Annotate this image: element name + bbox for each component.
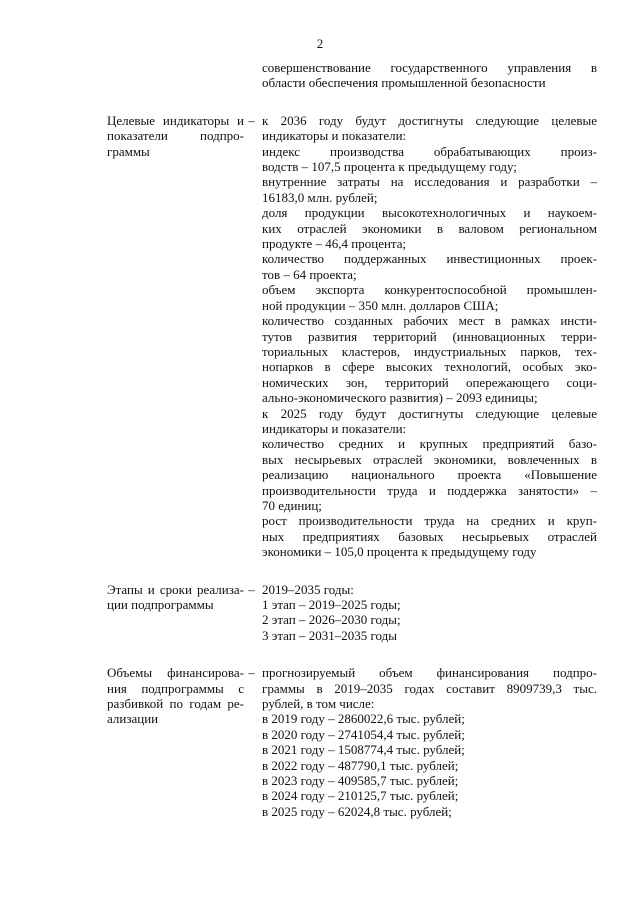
text-line: количество созданных рабочих мест в рамках инсти- — [262, 313, 597, 329]
text-line: водств – 107,5 процента к предыдущему году; — [262, 159, 517, 175]
text-line: в 2022 году – 487790,1 тыс. рублей; — [262, 757, 459, 773]
text-line: 16183,0 млн. рублей; — [262, 189, 378, 205]
row-target-indicators — [107, 113, 597, 560]
text-line: индекс производства обрабатывающих произ- — [262, 143, 597, 159]
text-line: совершенствование государственного управления в — [262, 60, 597, 75]
text-line: рост производительности труда на средних и круп- — [262, 513, 597, 529]
text-line: в 2019 году – 2860022,6 тыс. рублей; — [262, 711, 465, 727]
text-line: к 2025 году будут достигнуты следующие целевые — [262, 405, 597, 421]
text-line: доля продукции высокотехнологичных и наукоем- — [262, 205, 597, 221]
passport-table — [107, 60, 597, 819]
text-line: продукте – 46,4 процента; — [262, 236, 407, 252]
text-line: количество поддержанных инвестиционных проек- — [262, 251, 597, 267]
text-line: области обеспечения промышленной безопасности — [262, 75, 546, 91]
text-line: прогнозируемый объем финансирования подпро- — [262, 665, 597, 681]
row-label: Целевые индикаторы и показатели подпро-граммы — [107, 112, 244, 159]
row-value — [259, 60, 597, 91]
row-dash: – — [248, 665, 255, 681]
text-line: 1 этап – 2019–2025 годы; — [262, 597, 401, 612]
row-stages-and-terms — [107, 582, 597, 644]
row-value — [259, 665, 597, 819]
text-line: тов – 64 проекта; — [262, 266, 357, 282]
row-label: Объемы финансирова-ния подпрограммы с разбивкой по годам ре-ализации — [107, 665, 244, 727]
text-line: объем экспорта конкурентоспособной промышлен- — [262, 282, 597, 298]
text-line: вых несырьевых отраслей экономики, вовлеченных в — [262, 451, 597, 467]
text-line: 2019–2035 годы: — [262, 581, 354, 597]
row-dash: – — [248, 112, 255, 128]
text-line: ально-экономического развития) – 2093 единицы; — [262, 390, 538, 406]
text-line: тутов развития территорий (инновационных терри- — [262, 328, 597, 344]
text-line: ких отраслей экономики в валовом региональном — [262, 220, 597, 236]
text-line: в 2025 году – 62024,8 тыс. рублей; — [262, 803, 452, 819]
text-line: к 2036 году будут достигнуты следующие целевые — [262, 112, 597, 128]
row-label: Этапы и сроки реализа-ции подпрограммы — [107, 581, 244, 612]
text-line: в 2020 году – 2741054,4 тыс. рублей; — [262, 726, 465, 742]
text-line: номических зон, территорий опережающего соци- — [262, 374, 597, 390]
row-continuation — [107, 60, 597, 91]
text-line: 70 единиц; — [262, 497, 322, 513]
row-dash: – — [248, 581, 255, 597]
text-line: нопарков в сфере высоких технологий, особых эко- — [262, 359, 597, 375]
text-line: граммы в 2019–2035 годах составит 8909739,3 тыс. — [262, 680, 597, 696]
text-line: 3 этап – 2031–2035 годы — [262, 627, 397, 643]
text-line: производительности труда и поддержка занятости» – — [262, 482, 597, 498]
text-line: реализацию национального проекта «Повышение — [262, 467, 597, 483]
text-line: внутренние затраты на исследования и разработки – — [262, 174, 597, 190]
row-value — [259, 582, 597, 644]
text-line: 2 этап – 2026–2030 годы; — [262, 612, 401, 628]
text-line: ных предприятиях базовых несырьевых отраслей — [262, 528, 597, 544]
text-line: ториальных кластеров, индустриальных парков, тех- — [262, 343, 597, 359]
text-line: в 2021 году – 1508774,4 тыс. рублей; — [262, 742, 465, 758]
text-line: индикаторы и показатели: — [262, 128, 407, 144]
text-line: ной продукции – 350 млн. долларов США; — [262, 297, 499, 313]
row-financing-volumes — [107, 665, 597, 819]
row-value — [259, 113, 597, 560]
page-number: 2 — [316, 36, 324, 51]
text-line: количество средних и крупных предприятий базо- — [262, 436, 597, 452]
text-line: экономики – 105,0 процента к предыдущему году — [262, 544, 537, 560]
text-line: в 2023 году – 409585,7 тыс. рублей; — [262, 773, 459, 789]
text-line: в 2024 году – 210125,7 тыс. рублей; — [262, 788, 459, 804]
text-line: индикаторы и показатели: — [262, 420, 407, 436]
text-line: рублей, в том числе: — [262, 696, 375, 712]
